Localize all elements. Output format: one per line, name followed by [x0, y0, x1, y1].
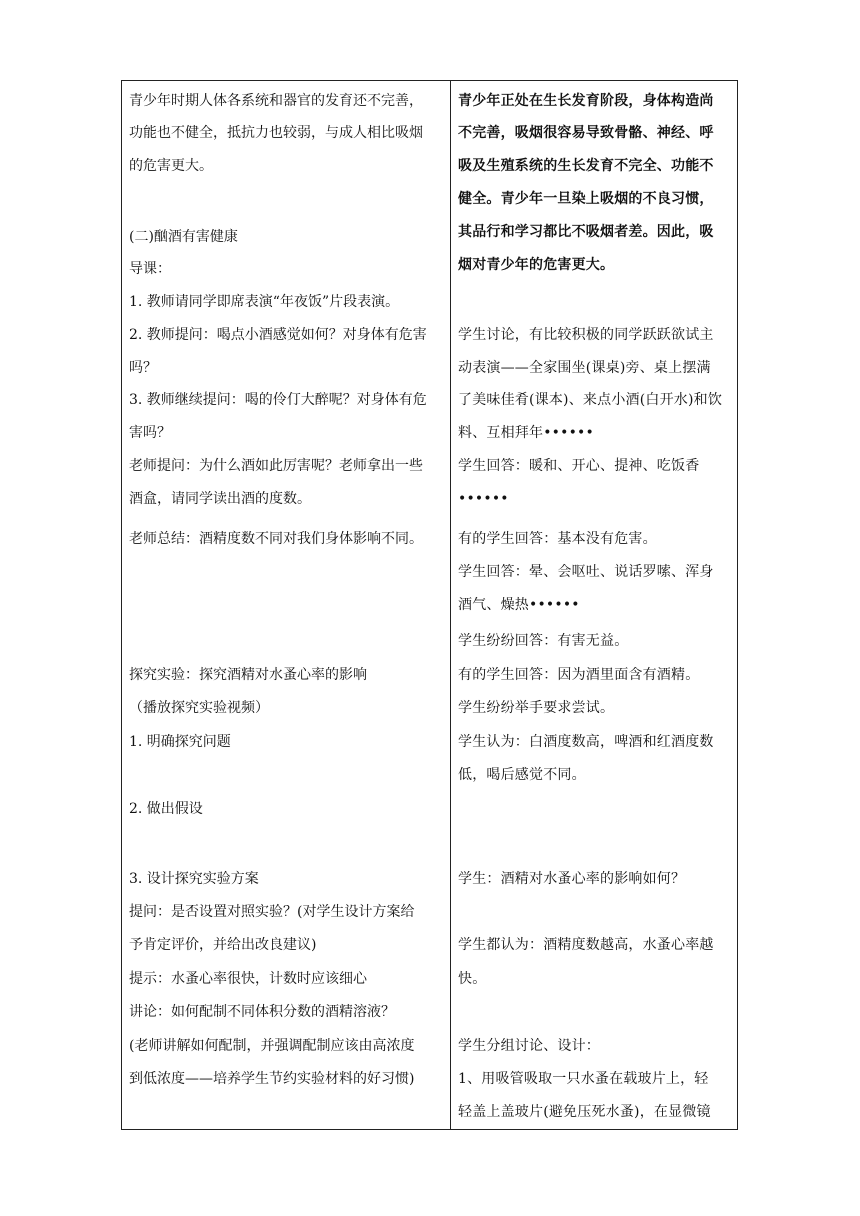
text-line: 2. 做出假设 [129, 801, 203, 817]
text-line: 老师提问：为什么酒如此厉害呢？老师拿出一些 [129, 458, 423, 474]
text-line: 学生分组讨论、设计： [458, 1038, 600, 1054]
section-heading: 探究实验：探究酒精对水蚤心率的影响 [129, 667, 367, 683]
text-line: 快。 [458, 971, 487, 987]
bold-text-line: 不完善，吸烟很容易导致骨骼、神经、呼 [458, 125, 714, 141]
bold-text-line: 吸及生殖系统的生长发育不完全、功能不 [458, 158, 714, 174]
text-line: 有的学生回答：基本没有危害。 [458, 531, 657, 547]
text-line: 的危害更大。 [129, 158, 213, 174]
text-line: 学生都认为：酒精度数越高，水蚤心率越 [458, 937, 714, 953]
text-line: 提问：是否设置对照实验？(对学生设计方案给 [129, 904, 415, 920]
text-line: 1. 教师请同学即席表演“年夜饭”片段表演。 [129, 294, 400, 310]
text-line: 到低浓度——培养学生节约实验材料的好习惯) [129, 1071, 415, 1087]
text-line: •••••• [458, 491, 509, 507]
text-line: 予肯定评价，并给出改良建议) [129, 937, 317, 953]
lesson-table [121, 80, 738, 1130]
text-line: 学生回答：暖和、开心、提神、吃饭香 [458, 458, 700, 474]
text-line: 1. 明确探究问题 [129, 734, 231, 750]
text-line: 酒气、燥热•••••• [458, 597, 580, 613]
text-line: 青少年时期人体各系统和器官的发育还不完善， [129, 93, 423, 109]
bold-text-line: 其品行和学习都比不吸烟者差。因此，吸 [458, 224, 714, 240]
text-line: 讲论：如何配制不同体积分数的酒精溶液？ [129, 1004, 395, 1020]
text-line: 料、互相拜年•••••• [458, 425, 594, 441]
text-line: 老师总结：酒精度数不同对我们身体影响不同。 [129, 531, 423, 547]
text-line: 学生讨论，有比较积极的同学跃跃欲试主 [458, 327, 714, 343]
text-line: 3. 设计探究实验方案 [129, 871, 259, 887]
bold-text-line: 健全。青少年一旦染上吸烟的不良习惯， [458, 191, 714, 207]
text-line: (老师讲解如何配制，并强调配制应该由高浓度 [129, 1038, 415, 1054]
text-line: 害吗？ [129, 425, 171, 441]
text-line: 酒盒，请同学读出酒的度数。 [129, 491, 311, 507]
text-line: 轻盖上盖玻片(避免压死水蚤)，在显微镜 [458, 1104, 711, 1120]
text-line: 1、用吸管吸取一只水蚤在载玻片上，轻 [458, 1071, 709, 1087]
column-divider [450, 81, 451, 1129]
text-line: 了美味佳肴(课本)、来点小酒(白开水)和饮 [458, 392, 723, 408]
text-line: 学生回答：晕、会呕吐、说话罗嗦、浑身 [458, 564, 714, 580]
text-line: 学生：酒精对水蚤心率的影响如何？ [458, 871, 686, 887]
text-line: 低，喝后感觉不同。 [458, 767, 586, 783]
bold-text-line: 烟对青少年的危害更大。 [458, 257, 615, 273]
section-heading: (二)酗酒有害健康 [129, 229, 238, 245]
bold-text-line: 青少年正处在生长发育阶段，身体构造尚 [458, 93, 714, 109]
text-line: 吗？ [129, 360, 157, 376]
text-line: 提示：水蚤心率很快，计数时应该细心 [129, 971, 367, 987]
text-line: 学生纷纷举手要求尝试。 [458, 700, 615, 716]
text-line: 动表演——全家围坐(课桌)旁、桌上摆满 [458, 360, 711, 376]
text-line: 3. 教师继续提问：喝的伶仃大醉呢？对身体有危 [129, 392, 427, 408]
text-line: 2. 教师提问：喝点小酒感觉如何？对身体有危害 [129, 327, 427, 343]
text-line: 学生认为：白酒度数高，啤酒和红酒度数 [458, 734, 714, 750]
text-line: 有的学生回答：因为酒里面含有酒精。 [458, 667, 700, 683]
text-line: （播放探究实验视频） [129, 700, 269, 716]
text-line: 学生纷纷回答：有害无益。 [458, 633, 629, 649]
text-line: 导课： [129, 261, 171, 277]
text-line: 功能也不健全，抵抗力也较弱，与成人相比吸烟 [129, 125, 423, 141]
